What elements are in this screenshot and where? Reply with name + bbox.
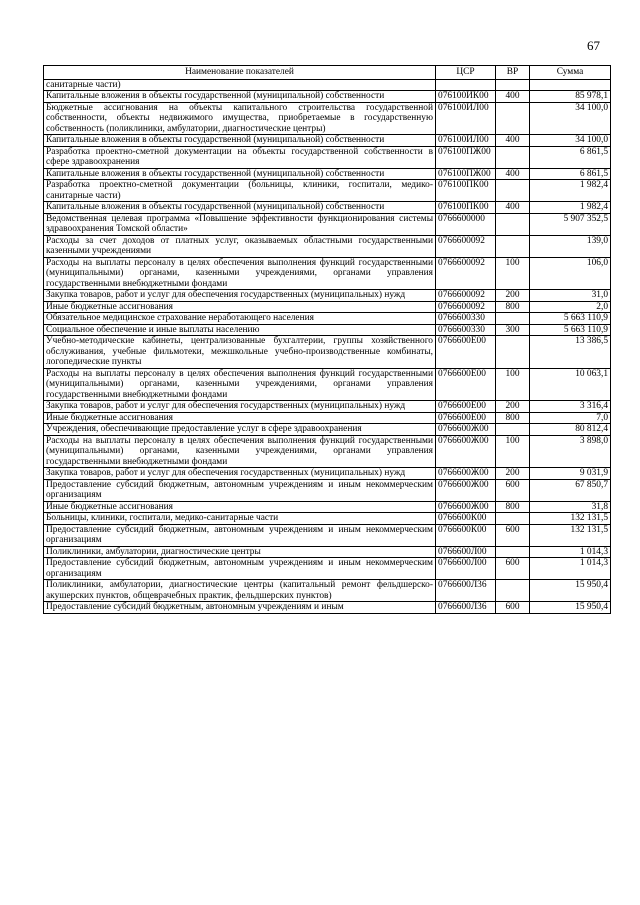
cell-name: Иные бюджетные ассигнования <box>44 501 436 513</box>
cell-csr: 076100ПЖ00 <box>436 146 496 168</box>
cell-sum: 34 100,0 <box>530 102 611 135</box>
cell-name: Ведомственная целевая программа «Повышение эффективности функционирования системы здравоохранения Томской области» <box>44 213 436 235</box>
cell-sum: 31,0 <box>530 290 611 302</box>
cell-vr: 400 <box>496 202 530 214</box>
table-row <box>44 602 611 614</box>
cell-name: Больницы, клиники, госпитали, медико-санитарные части <box>44 513 436 525</box>
table-body <box>44 79 611 613</box>
table-row <box>44 412 611 424</box>
cell-name: Бюджетные ассигнования на объекты капитального строительства государственной собственности, объекты недвижимого имущества, приобретаемые в государственную собственность (поликлиники, амбулатории, диагностические центры) <box>44 102 436 135</box>
cell-sum: 2,0 <box>530 301 611 313</box>
cell-sum: 34 100,0 <box>530 135 611 147</box>
cell-csr: 0766600330 <box>436 313 496 325</box>
cell-sum: 10 063,1 <box>530 368 611 401</box>
cell-vr <box>496 336 530 369</box>
budget-table <box>43 65 611 614</box>
cell-name: Поликлиники, амбулатории, диагностические центры <box>44 546 436 558</box>
cell-csr: 0766600092 <box>436 301 496 313</box>
cell-csr: 0766600Ж00 <box>436 424 496 436</box>
cell-vr: 200 <box>496 290 530 302</box>
cell-sum: 6 861,5 <box>530 146 611 168</box>
cell-sum: 132 131,5 <box>530 513 611 525</box>
cell-csr: 0766600092 <box>436 257 496 290</box>
cell-vr: 800 <box>496 301 530 313</box>
cell-name: Предоставление субсидий бюджетным, автономным учреждениям и иным некоммерческим организациям <box>44 479 436 501</box>
table-row <box>44 213 611 235</box>
cell-vr: 600 <box>496 524 530 546</box>
cell-csr: 076100ПК00 <box>436 202 496 214</box>
cell-name: Социальное обеспечение и иные выплаты населению <box>44 324 436 336</box>
cell-sum: 9 031,9 <box>530 468 611 480</box>
cell-sum: 139,0 <box>530 235 611 257</box>
cell-csr <box>436 79 496 91</box>
cell-name: Предоставление субсидий бюджетным, автономным учреждениям и иным некоммерческим организациям <box>44 558 436 580</box>
cell-name: Иные бюджетные ассигнования <box>44 412 436 424</box>
cell-csr: 0766600000 <box>436 213 496 235</box>
cell-vr: 200 <box>496 401 530 413</box>
table-row <box>44 290 611 302</box>
cell-sum: 5 907 352,5 <box>530 213 611 235</box>
cell-sum <box>530 79 611 91</box>
cell-sum: 1 982,4 <box>530 180 611 202</box>
table-row <box>44 235 611 257</box>
table-row <box>44 580 611 602</box>
cell-sum: 80 812,4 <box>530 424 611 436</box>
page-number: 67 <box>587 38 600 53</box>
cell-vr <box>496 213 530 235</box>
table-row <box>44 79 611 91</box>
cell-sum: 13 386,5 <box>530 336 611 369</box>
cell-sum: 7,0 <box>530 412 611 424</box>
table-row <box>44 135 611 147</box>
cell-name: Учреждения, обеспечивающие предоставление услуг в сфере здравоохранения <box>44 424 436 436</box>
table-row <box>44 479 611 501</box>
cell-csr: 0766600Ж00 <box>436 479 496 501</box>
table-row <box>44 336 611 369</box>
table-row <box>44 102 611 135</box>
cell-name: Поликлиники, амбулатории, диагностические центры (капитальный ремонт фельдшерско-акушерских пунктов, общеврачебных практик, фельдшерских пунктов) <box>44 580 436 602</box>
cell-vr: 400 <box>496 135 530 147</box>
cell-name: санитарные части) <box>44 79 436 91</box>
cell-vr: 400 <box>496 91 530 103</box>
cell-name: Разработка проектно-сметной документации на объекты государственной собственности в сфере здравоохранения <box>44 146 436 168</box>
table-row <box>44 501 611 513</box>
cell-vr: 600 <box>496 558 530 580</box>
cell-csr: 0766600Е00 <box>436 401 496 413</box>
cell-name: Закупка товаров, работ и услуг для обеспечения государственных (муниципальных) нужд <box>44 290 436 302</box>
cell-vr: 800 <box>496 412 530 424</box>
table-row <box>44 202 611 214</box>
cell-csr: 0766600Ж00 <box>436 468 496 480</box>
header-vr: ВР <box>496 66 530 80</box>
cell-name: Капитальные вложения в объекты государственной (муниципальной) собственности <box>44 135 436 147</box>
cell-name: Обязательное медицинское страхование неработающего населения <box>44 313 436 325</box>
cell-vr: 300 <box>496 324 530 336</box>
cell-csr: 0766600К00 <box>436 524 496 546</box>
cell-name: Расходы на выплаты персоналу в целях обеспечения выполнения функций государственными (муниципальными) органами, казенными учреждениями, органами управления государственными внебюджетными фондами <box>44 435 436 468</box>
cell-sum: 1 014,3 <box>530 558 611 580</box>
cell-vr: 100 <box>496 368 530 401</box>
table-row <box>44 313 611 325</box>
cell-csr: 0766600Е00 <box>436 412 496 424</box>
cell-name: Предоставление субсидий бюджетным, автономным учреждениям и иным некоммерческим организациям <box>44 524 436 546</box>
cell-vr <box>496 513 530 525</box>
cell-name: Расходы за счет доходов от платных услуг, оказываемых областными государственными казенными учреждениями <box>44 235 436 257</box>
cell-sum: 3 316,4 <box>530 401 611 413</box>
cell-sum: 15 950,4 <box>530 580 611 602</box>
table-row <box>44 180 611 202</box>
cell-csr: 0766600092 <box>436 290 496 302</box>
cell-csr: 0766600092 <box>436 235 496 257</box>
cell-vr: 600 <box>496 479 530 501</box>
table-row <box>44 546 611 558</box>
cell-csr: 0766600Е00 <box>436 336 496 369</box>
cell-vr <box>496 313 530 325</box>
cell-sum: 6 861,5 <box>530 168 611 180</box>
cell-csr: 0766600Ж00 <box>436 501 496 513</box>
table-row <box>44 435 611 468</box>
cell-csr: 076100ИЛ00 <box>436 102 496 135</box>
cell-sum: 106,0 <box>530 257 611 290</box>
cell-vr <box>496 235 530 257</box>
cell-vr <box>496 580 530 602</box>
table-row <box>44 424 611 436</box>
cell-sum: 85 978,1 <box>530 91 611 103</box>
cell-name: Закупка товаров, работ и услуг для обеспечения государственных (муниципальных) нужд <box>44 401 436 413</box>
cell-sum: 15 950,4 <box>530 602 611 614</box>
cell-vr <box>496 102 530 135</box>
table-row <box>44 401 611 413</box>
cell-vr: 600 <box>496 602 530 614</box>
table-row <box>44 91 611 103</box>
table-row <box>44 301 611 313</box>
cell-csr: 0766600Ж00 <box>436 435 496 468</box>
header-sum: Сумма <box>530 66 611 80</box>
table-row <box>44 368 611 401</box>
cell-vr <box>496 546 530 558</box>
cell-vr <box>496 79 530 91</box>
cell-vr: 400 <box>496 168 530 180</box>
cell-sum: 67 850,7 <box>530 479 611 501</box>
cell-csr: 076100ПК00 <box>436 180 496 202</box>
table-header-row <box>44 66 611 80</box>
table-row <box>44 524 611 546</box>
cell-name: Расходы на выплаты персоналу в целях обеспечения выполнения функций государственными (муниципальными) органами, казенными учреждениями, органами управления государственными внебюджетными фондами <box>44 257 436 290</box>
cell-csr: 0766600Л00 <box>436 558 496 580</box>
cell-csr: 076100ИЛ00 <box>436 135 496 147</box>
cell-vr <box>496 146 530 168</box>
cell-sum: 3 898,0 <box>530 435 611 468</box>
table-row <box>44 146 611 168</box>
cell-name: Разработка проектно-сметной документации (больницы, клиники, госпитали, медико-санитарные части) <box>44 180 436 202</box>
table-row <box>44 168 611 180</box>
table-row <box>44 468 611 480</box>
cell-name: Иные бюджетные ассигнования <box>44 301 436 313</box>
cell-sum: 5 663 110,9 <box>530 324 611 336</box>
header-csr: ЦСР <box>436 66 496 80</box>
cell-name: Капитальные вложения в объекты государственной (муниципальной) собственности <box>44 91 436 103</box>
cell-vr: 100 <box>496 257 530 290</box>
cell-csr: 076100ПЖ00 <box>436 168 496 180</box>
table-row <box>44 558 611 580</box>
cell-vr: 100 <box>496 435 530 468</box>
cell-csr: 076100ИК00 <box>436 91 496 103</box>
cell-csr: 0766600Л36 <box>436 580 496 602</box>
cell-name: Закупка товаров, работ и услуг для обеспечения государственных (муниципальных) нужд <box>44 468 436 480</box>
cell-name: Расходы на выплаты персоналу в целях обеспечения выполнения функций государственными (муниципальными) органами, казенными учреждениями, органами управления государственными внебюджетными фондами <box>44 368 436 401</box>
header-name: Наименование показателей <box>44 66 436 80</box>
cell-name: Капитальные вложения в объекты государственной (муниципальной) собственности <box>44 168 436 180</box>
cell-vr: 200 <box>496 468 530 480</box>
cell-csr: 0766600К00 <box>436 513 496 525</box>
cell-csr: 0766600Е00 <box>436 368 496 401</box>
table-row <box>44 324 611 336</box>
cell-csr: 0766600Л36 <box>436 602 496 614</box>
cell-vr <box>496 180 530 202</box>
cell-sum: 5 663 110,9 <box>530 313 611 325</box>
cell-vr <box>496 424 530 436</box>
cell-name: Предоставление субсидий бюджетным, автономным учреждениям и иным <box>44 602 436 614</box>
table-row <box>44 257 611 290</box>
cell-name: Капитальные вложения в объекты государственной (муниципальной) собственности <box>44 202 436 214</box>
cell-csr: 0766600Л00 <box>436 546 496 558</box>
cell-vr: 800 <box>496 501 530 513</box>
cell-sum: 1 014,3 <box>530 546 611 558</box>
cell-sum: 1 982,4 <box>530 202 611 214</box>
cell-sum: 132 131,5 <box>530 524 611 546</box>
cell-sum: 31,8 <box>530 501 611 513</box>
cell-csr: 0766600330 <box>436 324 496 336</box>
table-row <box>44 513 611 525</box>
cell-name: Учебно-методические кабинеты, централизованные бухгалтерии, группы хозяйственного обслуживания, учебные фильмотеки, межшкольные учебно-производственные комбинаты, логопедические пункты <box>44 336 436 369</box>
